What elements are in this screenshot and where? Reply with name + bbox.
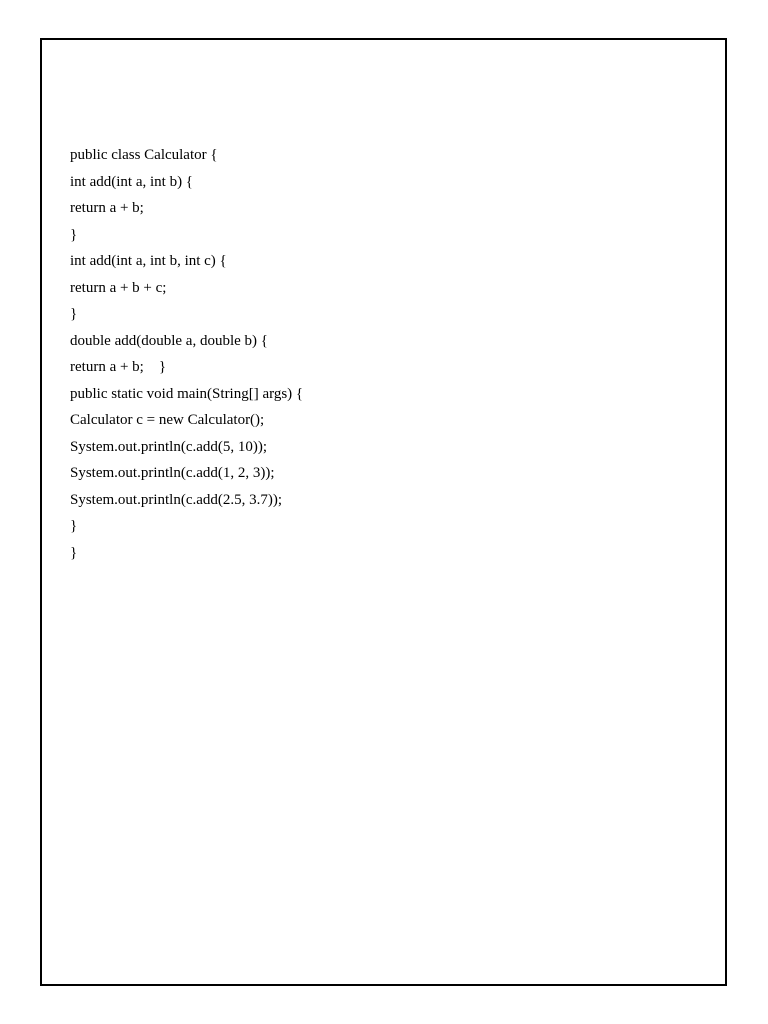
code-block [70,142,303,566]
code-line: int add(int a, int b, int c) { [70,253,227,269]
code-line: return a + b; [70,200,144,216]
code-line: System.out.println(c.add(5, 10)); [70,438,268,455]
code-line: System.out.println(c.add(2.5, 3.7)); [70,491,283,508]
code-line: } [70,544,78,561]
code-line: public class Calculator { [70,147,218,163]
code-line: return a + b; } [70,359,167,375]
code-line: } [70,518,78,534]
code-line: Calculator c = new Calculator(); [70,412,265,428]
code-line: int add(int a, int b) { [70,173,194,190]
code-line: return a + b + c; [70,279,167,296]
document-page [40,38,727,986]
code-line: public static void main(String[] args) { [70,385,304,402]
code-line: System.out.println(c.add(1, 2, 3)); [70,465,275,481]
code-line: } [70,306,78,322]
code-line: } [70,226,78,243]
code-line: double add(double a, double b) { [70,332,268,349]
